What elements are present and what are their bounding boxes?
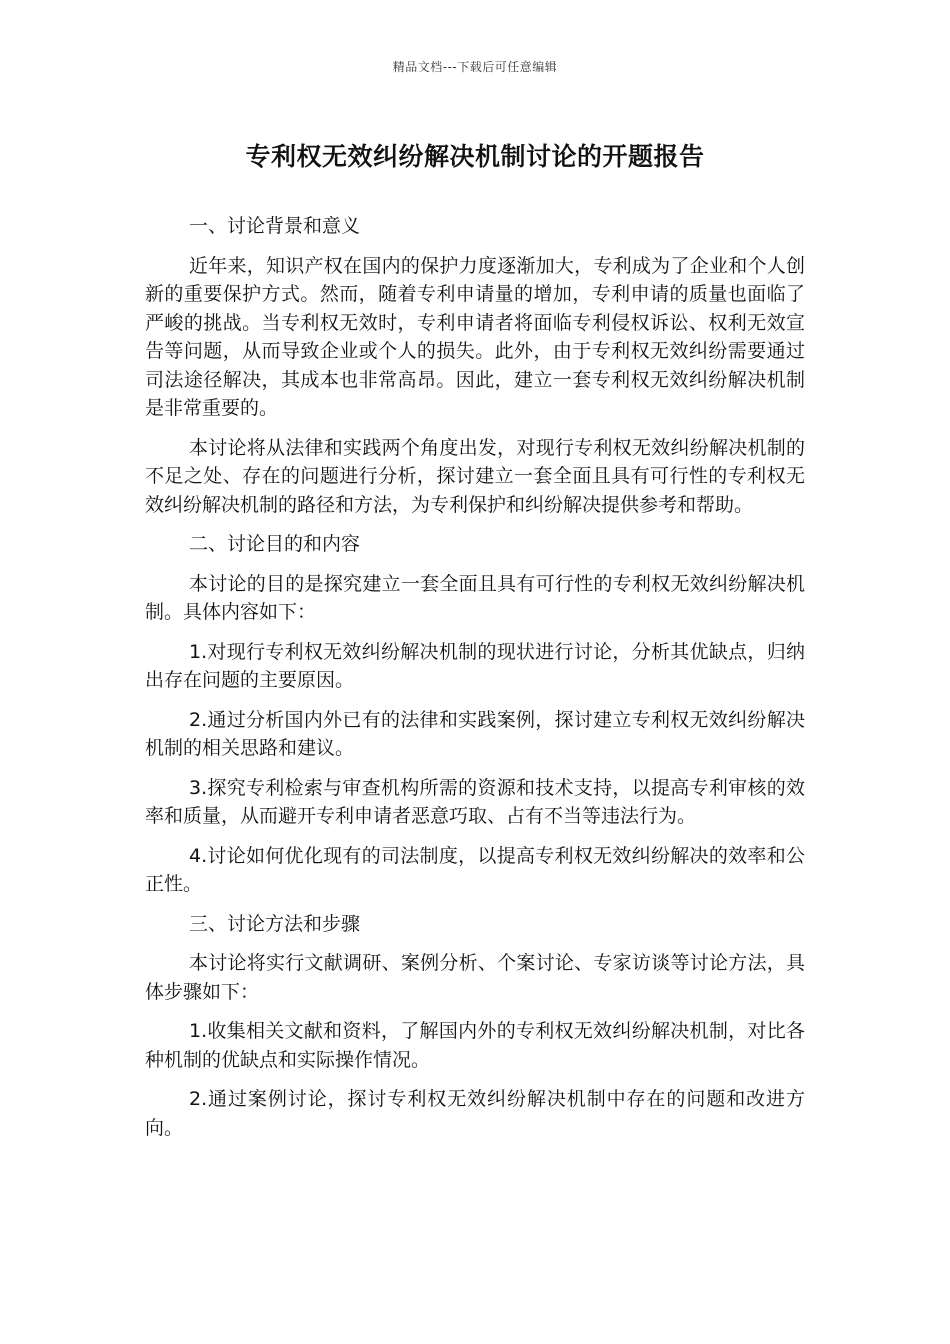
section-heading-purpose: 二、讨论目的和内容 <box>189 533 361 555</box>
document-title: 专利权无效纠纷解决机制讨论的开题报告 <box>245 142 705 171</box>
paragraph-purpose-intro: 本讨论的目的是探究建立一套全面且具有可行性的专利权无效纠纷解决机制。具体内容如下： <box>145 572 805 623</box>
list-item-purpose-1: 1.对现行专利权无效纠纷解决机制的现状进行讨论，分析其优缺点，归纳出存在问题的主要原因。 <box>145 640 805 691</box>
document-header-note: 精品文档---下载后可任意编辑 <box>392 60 558 74</box>
list-item-purpose-2: 2.通过分析国内外已有的法律和实践案例，探讨建立专利权无效纠纷解决机制的相关思路和建议。 <box>145 708 805 759</box>
paragraph-method-intro: 本讨论将实行文献调研、案例分析、个案讨论、专家访谈等讨论方法，具体步骤如下： <box>145 952 805 1003</box>
list-item-method-2: 2.通过案例讨论，探讨专利权无效纠纷解决机制中存在的问题和改进方向。 <box>145 1088 805 1139</box>
section-heading-method: 三、讨论方法和步骤 <box>189 912 361 935</box>
paragraph-background-2: 本讨论将从法律和实践两个角度出发，对现行专利权无效纠纷解决机制的不足之处、存在的问题进行分析，探讨建立一套全面且具有可行性的专利权无效纠纷解决机制的路径和方法，为专利保护和纠纷解决提供参考和帮助。 <box>145 436 805 516</box>
document-body <box>145 212 805 1153</box>
list-item-purpose-3: 3.探究专利检索与审查机构所需的资源和技术支持，以提高专利审核的效率和质量，从而避开专利申请者恶意巧取、占有不当等违法行为。 <box>145 776 805 827</box>
paragraph-background-1: 近年来，知识产权在国内的保护力度逐渐加大，专利成为了企业和个人创新的重要保护方式。然而，随着专利申请量的增加，专利申请的质量也面临了严峻的挑战。当专利权无效时，专利申请者将面临专利侵权诉讼、权利无效宣告等问题，从而导致企业或个人的损失。此外，由于专利权无效纠纷需要通过司法途径解决，其成本也非常高昂。因此，建立一套专利权无效纠纷解决机制是非常重要的。 <box>145 254 805 419</box>
list-item-purpose-4: 4.讨论如何优化现有的司法制度，以提高专利权无效纠纷解决的效率和公正性。 <box>145 844 805 895</box>
list-item-method-1: 1.收集相关文献和资料，了解国内外的专利权无效纠纷解决机制，对比各种机制的优缺点和实际操作情况。 <box>145 1020 805 1071</box>
section-heading-background: 一、讨论背景和意义 <box>189 215 361 237</box>
